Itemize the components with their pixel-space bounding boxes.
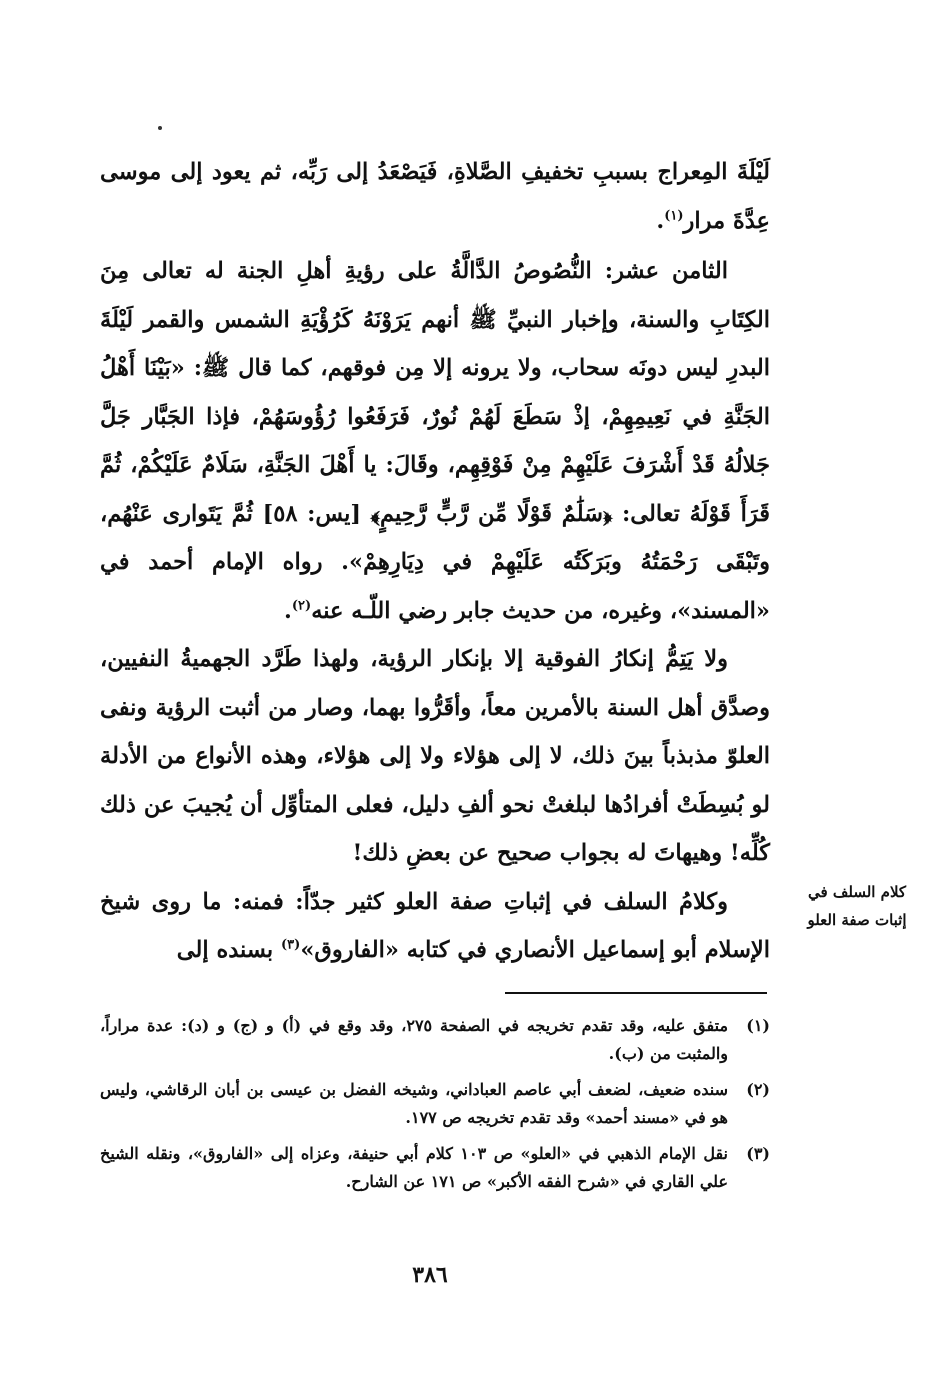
paragraph-3	[100, 635, 770, 878]
paragraph-4	[100, 878, 770, 975]
footnote-1	[100, 1012, 770, 1068]
paragraph-3-text: ولا يَتِمُّ إنكارُ الفوقية إلا بإنكار الرؤية، ولهذا طَرَّد الجهميةُ النفيين، وصدَّق أهل السنة بالأمرين معاً، وأقَرُّوا بهما، وصار من أثبت الرؤية ونفى العلوّ مذبذباً بينَ ذلك، لا إلى هؤلاء ولا إلى هؤلاء، وهذه الأنواع من الأدلة لو بُسِطَتْ أفرادُها لبلغتْ نحو ألفِ دليل، فعلى المتأوِّل أن يُجيبَ عن ذلك كُلِّه! وهيهاتَ له بجواب صحيح عن بعضِ ذلك!	[100, 646, 770, 866]
paragraph-2-end: .	[284, 597, 292, 624]
footnote-text-1: متفق عليه، وقد تقدم تخريجه في الصفحة ٢٧٥، وقد وقع في (أ) و (ج) و (د): عدة مراراً، والمثبت من (ب).	[100, 1016, 729, 1063]
margin-heading-line-2: إثبات صفة العلو	[807, 911, 907, 929]
paragraph-4-text-end: بسنده إلى	[176, 937, 282, 963]
margin-heading-line-1: كلام السلف في	[807, 883, 907, 901]
footnote-ref-1[interactable]: (١)	[664, 208, 684, 223]
paragraph-1-text: لَيْلَةَ المِعراج بسببِ تخفيفِ الصَّلاةِ، فَيَصْعَدُ إلى رَبِّه، ثم يعود إلى موسى عِدَّةَ مرار	[100, 159, 770, 234]
paragraph-2-text: الثامن عشر: النُّصُوصُ الدَّالَّةُ على رؤيةِ أهلِ الجنة له تعالى مِنَ الكِتَابِ والسنة، وإخبار النبيِّ ﷺ أنهم يَرَوْنَهُ كَرُؤْيَةِ الشمس والقمر لَيْلَةَ البدرِ ليس دونَه سحاب، ولا يرونه إلا مِن فوقهم، كما قال ﷺ: «بَيْنَا أَهْلُ الجَنَّةِ في نَعِيمِهِمْ، إذْ سَطَعَ لَهُمْ نُورٌ، فَرَفَعُوا رُؤُوسَهُمْ، فإذا الجَبَّار جَلَّ جَلالُهُ قَدْ أَشْرَفَ عَلَيْهِمْ مِنْ فَوْقِهِم، وقَالَ: يا أَهْلَ الجَنَّةِ، سَلَامٌ عَلَيْكُمْ، ثُمَّ قَرَأَ قَوْلَهُ تعالى: ﴿سَلَٰمٌ قَوْلًا مِّن رَّبٍّ رَّحِيمٍ﴾ [يس: ٥٨] ثُمَّ يَتَوارى عَنْهُم، وتَبْقَى رَحْمَتُهُ وبَرَكَتُه عَلَيْهِمْ في دِيَارِهِمْ». رواه الإمام أحمد في «المسند»، وغيره، من حديث جابر رضي اللّـه عنه	[100, 258, 771, 624]
footnote-text-3: نقل الإمام الذهبي في «العلو» ص ١٠٣ كلام أبي حنيفة، وعزاه إلى «الفاروق»، ونقله الشيخ علي القاري في «شرح الفقه الأكبر» ص ١٧١ عن الشارح.	[100, 1144, 728, 1191]
ink-dot	[158, 126, 162, 130]
footnote-ref-3[interactable]: (٣)	[281, 937, 301, 953]
paragraph-1	[100, 148, 770, 245]
footnotes	[100, 1012, 770, 1204]
footnote-3	[100, 1140, 770, 1196]
footnote-number-2: (٢)	[746, 1080, 770, 1099]
footnote-2	[100, 1076, 770, 1132]
footnote-number-1: (١)	[746, 1016, 770, 1035]
page-number: ٣٨٦	[412, 1262, 448, 1288]
margin-heading	[792, 878, 922, 934]
main-text	[100, 148, 770, 975]
paragraph-4-text: وكلامُ السلف في إثباتِ صفة العلو كثير جدّاً: فمنه: ما روى شيخ الإسلام أبو إسماعيل الأنصاري في كتابه «الفاروق»	[100, 888, 770, 963]
footnote-ref-2[interactable]: (٢)	[291, 598, 312, 613]
paragraph-1-end: .	[656, 207, 665, 234]
footnote-text-2: سنده ضعيف، لضعف أبي عاصم العباداني، وشيخه الفضل بن عيسى بن أبان الرقاشي، وليس هو في «مسند أحمد» وقد تقدم تخريجه ص ١٧٧.	[100, 1080, 728, 1127]
paragraph-2	[100, 247, 770, 635]
footnote-separator	[505, 992, 767, 994]
footnote-number-3: (٣)	[746, 1144, 770, 1163]
